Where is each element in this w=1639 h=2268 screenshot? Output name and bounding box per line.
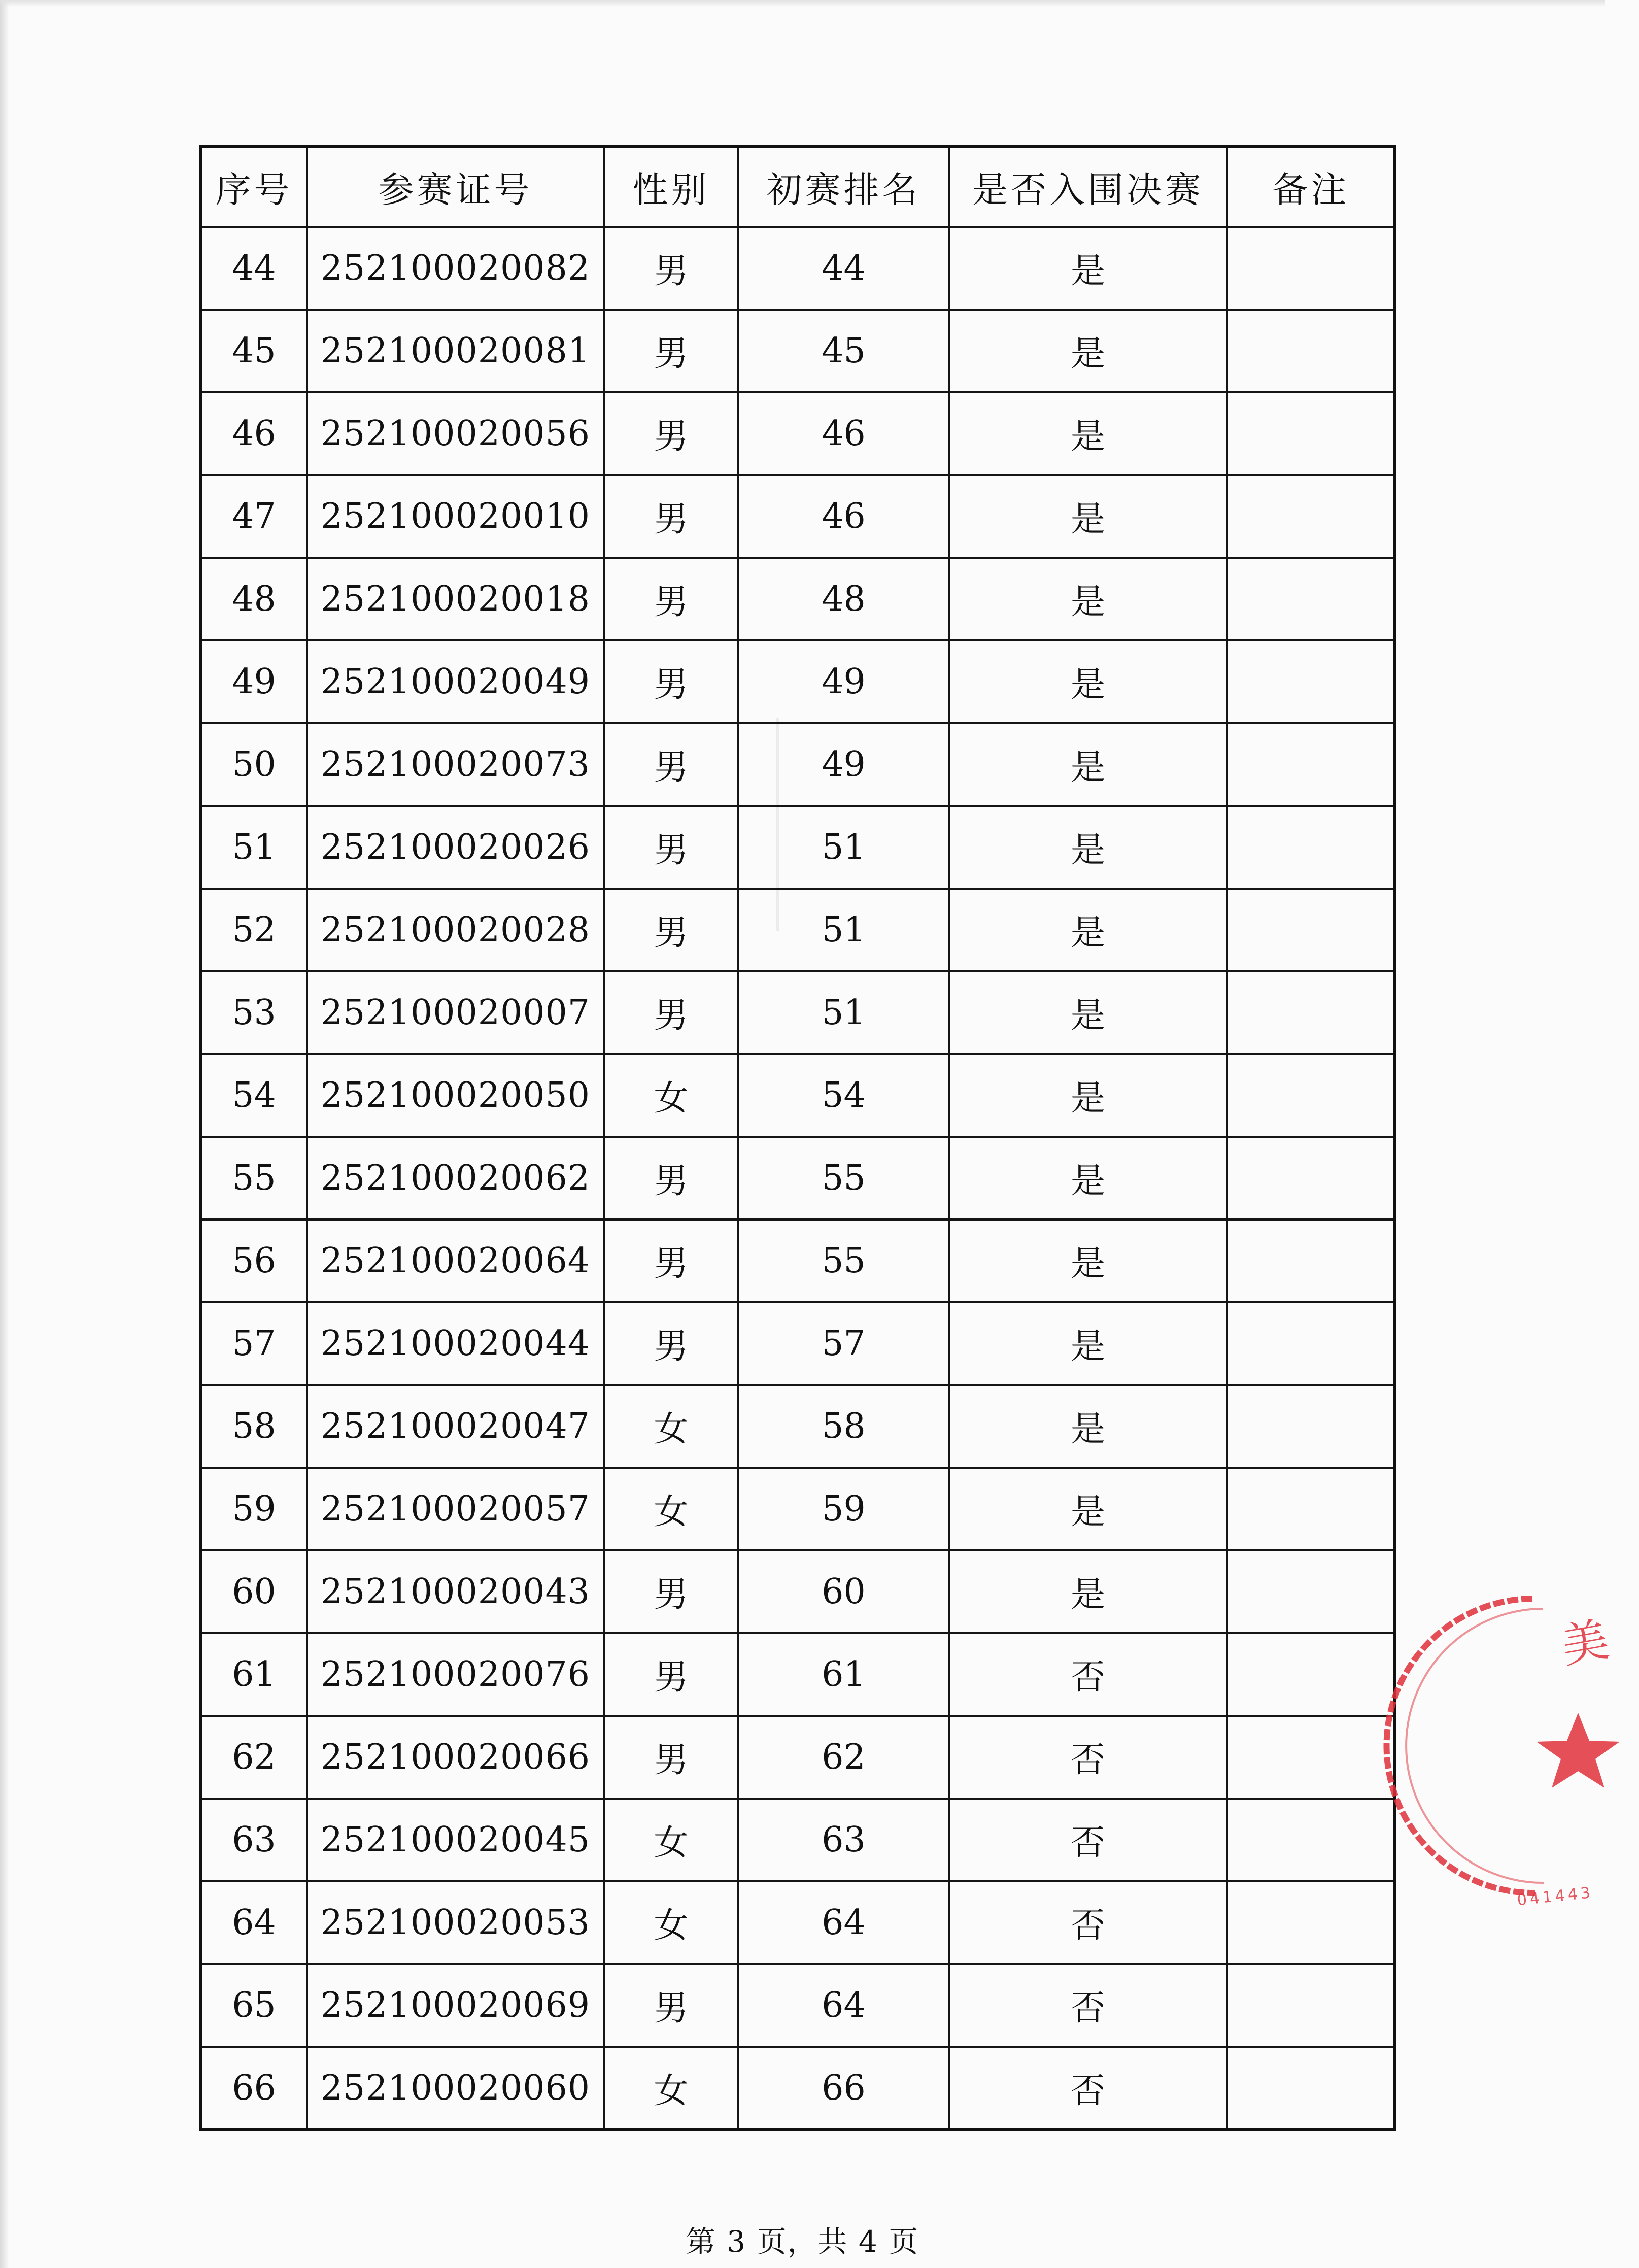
cell-seq: 54 — [200, 1054, 307, 1137]
table-row — [200, 723, 1395, 806]
cell-final-qualified: 是 — [949, 1385, 1227, 1468]
seal-partial-code: 041443 — [1516, 1883, 1594, 1910]
cell-seq: 44 — [200, 227, 307, 310]
cell-prelim-rank: 51 — [738, 806, 949, 889]
cell-entry-number: 252100020066 — [307, 1716, 604, 1799]
table-row — [200, 1137, 1395, 1220]
cell-prelim-rank: 51 — [738, 889, 949, 971]
cell-final-qualified: 否 — [949, 1964, 1227, 2047]
cell-prelim-rank: 63 — [738, 1799, 949, 1881]
table-row — [200, 475, 1395, 558]
cell-final-qualified: 是 — [949, 1550, 1227, 1633]
scan-top-shadow — [0, 0, 1605, 7]
cell-seq: 53 — [200, 971, 307, 1054]
cell-final-qualified: 是 — [949, 310, 1227, 392]
cell-seq: 65 — [200, 1964, 307, 2047]
seal-partial-text: 美 — [1557, 1612, 1613, 1674]
cell-gender: 男 — [604, 392, 738, 475]
cell-remarks — [1227, 723, 1395, 806]
cell-entry-number: 252100020076 — [307, 1633, 604, 1716]
cell-gender: 男 — [604, 1220, 738, 1302]
cell-final-qualified: 是 — [949, 1302, 1227, 1385]
table-row — [200, 2047, 1395, 2130]
cell-seq: 60 — [200, 1550, 307, 1633]
cell-gender: 男 — [604, 1716, 738, 1799]
cell-remarks — [1227, 227, 1395, 310]
cell-prelim-rank: 51 — [738, 971, 949, 1054]
cell-final-qualified: 是 — [949, 1220, 1227, 1302]
cell-seq: 51 — [200, 806, 307, 889]
header-remarks: 备注 — [1227, 146, 1395, 227]
cell-seq: 46 — [200, 392, 307, 475]
cell-remarks — [1227, 640, 1395, 723]
cell-final-qualified: 是 — [949, 392, 1227, 475]
cell-final-qualified: 否 — [949, 1716, 1227, 1799]
cell-remarks — [1227, 1716, 1395, 1799]
cell-seq: 50 — [200, 723, 307, 806]
cell-final-qualified: 否 — [949, 1881, 1227, 1964]
cell-entry-number: 252100020060 — [307, 2047, 604, 2130]
cell-final-qualified: 是 — [949, 227, 1227, 310]
table-row — [200, 392, 1395, 475]
cell-seq: 66 — [200, 2047, 307, 2130]
seal-star-icon — [1536, 1713, 1620, 1788]
table-body — [200, 227, 1395, 2130]
cell-prelim-rank: 46 — [738, 392, 949, 475]
cell-seq: 47 — [200, 475, 307, 558]
cell-seq: 63 — [200, 1799, 307, 1881]
table-header-row — [200, 146, 1395, 227]
cell-entry-number: 252100020047 — [307, 1385, 604, 1468]
table-row — [200, 1881, 1395, 1964]
header-seq: 序号 — [200, 146, 307, 227]
cell-entry-number: 252100020043 — [307, 1550, 604, 1633]
cell-gender: 男 — [604, 1302, 738, 1385]
header-gender: 性别 — [604, 146, 738, 227]
cell-remarks — [1227, 971, 1395, 1054]
cell-prelim-rank: 55 — [738, 1220, 949, 1302]
cell-entry-number: 252100020081 — [307, 310, 604, 392]
cell-remarks — [1227, 1964, 1395, 2047]
cell-gender: 男 — [604, 1964, 738, 2047]
cell-entry-number: 252100020062 — [307, 1137, 604, 1220]
cell-final-qualified: 否 — [949, 2047, 1227, 2130]
cell-gender: 男 — [604, 310, 738, 392]
cell-entry-number: 252100020049 — [307, 640, 604, 723]
cell-final-qualified: 是 — [949, 558, 1227, 640]
cell-gender: 男 — [604, 558, 738, 640]
scan-edge-shadow — [0, 0, 9, 2268]
cell-remarks — [1227, 806, 1395, 889]
table-row — [200, 1468, 1395, 1550]
cell-seq: 57 — [200, 1302, 307, 1385]
cell-seq: 59 — [200, 1468, 307, 1550]
cell-prelim-rank: 66 — [738, 2047, 949, 2130]
cell-prelim-rank: 48 — [738, 558, 949, 640]
table-row — [200, 1220, 1395, 1302]
cell-seq: 49 — [200, 640, 307, 723]
cell-entry-number: 252100020064 — [307, 1220, 604, 1302]
header-entry-number: 参赛证号 — [307, 146, 604, 227]
cell-final-qualified: 是 — [949, 806, 1227, 889]
table-row — [200, 1633, 1395, 1716]
cell-final-qualified: 是 — [949, 723, 1227, 806]
cell-seq: 58 — [200, 1385, 307, 1468]
cell-remarks — [1227, 1054, 1395, 1137]
cell-seq: 62 — [200, 1716, 307, 1799]
table-row — [200, 971, 1395, 1054]
cell-gender: 女 — [604, 1881, 738, 1964]
cell-gender: 男 — [604, 889, 738, 971]
table-row — [200, 1716, 1395, 1799]
cell-prelim-rank: 44 — [738, 227, 949, 310]
cell-entry-number: 252100020007 — [307, 971, 604, 1054]
cell-remarks — [1227, 1302, 1395, 1385]
cell-final-qualified: 否 — [949, 1799, 1227, 1881]
cell-remarks — [1227, 1385, 1395, 1468]
results-table — [199, 145, 1396, 2131]
cell-prelim-rank: 60 — [738, 1550, 949, 1633]
cell-gender: 女 — [604, 1468, 738, 1550]
cell-prelim-rank: 57 — [738, 1302, 949, 1385]
cell-entry-number: 252100020044 — [307, 1302, 604, 1385]
table-row — [200, 310, 1395, 392]
table-row — [200, 558, 1395, 640]
cell-prelim-rank: 64 — [738, 1881, 949, 1964]
cell-remarks — [1227, 1137, 1395, 1220]
cell-entry-number: 252100020057 — [307, 1468, 604, 1550]
cell-remarks — [1227, 889, 1395, 971]
table-row — [200, 1964, 1395, 2047]
cell-entry-number: 252100020050 — [307, 1054, 604, 1137]
cell-entry-number: 252100020069 — [307, 1964, 604, 2047]
cell-prelim-rank: 55 — [738, 1137, 949, 1220]
cell-remarks — [1227, 1468, 1395, 1550]
table-row — [200, 640, 1395, 723]
cell-gender: 男 — [604, 723, 738, 806]
cell-entry-number: 252100020026 — [307, 806, 604, 889]
cell-final-qualified: 是 — [949, 1468, 1227, 1550]
cell-remarks — [1227, 1633, 1395, 1716]
cell-final-qualified: 是 — [949, 971, 1227, 1054]
table-row — [200, 889, 1395, 971]
cell-seq: 52 — [200, 889, 307, 971]
cell-seq: 45 — [200, 310, 307, 392]
cell-entry-number: 252100020018 — [307, 558, 604, 640]
cell-final-qualified: 否 — [949, 1633, 1227, 1716]
cell-entry-number: 252100020045 — [307, 1799, 604, 1881]
cell-remarks — [1227, 2047, 1395, 2130]
table-row — [200, 227, 1395, 310]
cell-gender: 男 — [604, 806, 738, 889]
cell-prelim-rank: 45 — [738, 310, 949, 392]
cell-remarks — [1227, 1881, 1395, 1964]
cell-gender: 男 — [604, 1633, 738, 1716]
cell-prelim-rank: 62 — [738, 1716, 949, 1799]
cell-remarks — [1227, 1799, 1395, 1881]
cell-entry-number: 252100020082 — [307, 227, 604, 310]
cell-final-qualified: 是 — [949, 640, 1227, 723]
cell-final-qualified: 是 — [949, 1054, 1227, 1137]
cell-entry-number: 252100020010 — [307, 475, 604, 558]
cell-gender: 男 — [604, 1550, 738, 1633]
table-row — [200, 806, 1395, 889]
cell-gender: 男 — [604, 475, 738, 558]
cell-prelim-rank: 59 — [738, 1468, 949, 1550]
cell-final-qualified: 是 — [949, 475, 1227, 558]
cell-final-qualified: 是 — [949, 889, 1227, 971]
cell-prelim-rank: 61 — [738, 1633, 949, 1716]
cell-prelim-rank: 64 — [738, 1964, 949, 2047]
cell-remarks — [1227, 310, 1395, 392]
cell-seq: 61 — [200, 1633, 307, 1716]
cell-gender: 男 — [604, 640, 738, 723]
cell-seq: 55 — [200, 1137, 307, 1220]
cell-remarks — [1227, 1550, 1395, 1633]
seal-ring — [1386, 1599, 1544, 1893]
cell-gender: 女 — [604, 1054, 738, 1137]
cell-prelim-rank: 54 — [738, 1054, 949, 1137]
official-seal-stamp — [1487, 1588, 1639, 1944]
header-prelim-rank: 初赛排名 — [738, 146, 949, 227]
cell-entry-number: 252100020056 — [307, 392, 604, 475]
cell-gender: 女 — [604, 1385, 738, 1468]
header-final-qualified: 是否入围决赛 — [949, 146, 1227, 227]
cell-prelim-rank: 49 — [738, 640, 949, 723]
cell-prelim-rank: 46 — [738, 475, 949, 558]
cell-gender: 男 — [604, 1137, 738, 1220]
table-row — [200, 1550, 1395, 1633]
table-row — [200, 1054, 1395, 1137]
cell-remarks — [1227, 1220, 1395, 1302]
cell-gender: 男 — [604, 227, 738, 310]
cell-final-qualified: 是 — [949, 1137, 1227, 1220]
table-row — [200, 1799, 1395, 1881]
cell-entry-number: 252100020028 — [307, 889, 604, 971]
cell-entry-number: 252100020073 — [307, 723, 604, 806]
cell-prelim-rank: 58 — [738, 1385, 949, 1468]
cell-remarks — [1227, 475, 1395, 558]
cell-seq: 56 — [200, 1220, 307, 1302]
page-footer: 第 3 页，共 4 页 — [686, 2224, 919, 2259]
cell-gender: 女 — [604, 1799, 738, 1881]
cell-remarks — [1227, 392, 1395, 475]
cell-prelim-rank: 49 — [738, 723, 949, 806]
cell-remarks — [1227, 558, 1395, 640]
table-row — [200, 1302, 1395, 1385]
cell-gender: 女 — [604, 2047, 738, 2130]
table-row — [200, 1385, 1395, 1468]
cell-seq: 64 — [200, 1881, 307, 1964]
cell-entry-number: 252100020053 — [307, 1881, 604, 1964]
cell-gender: 男 — [604, 971, 738, 1054]
cell-seq: 48 — [200, 558, 307, 640]
